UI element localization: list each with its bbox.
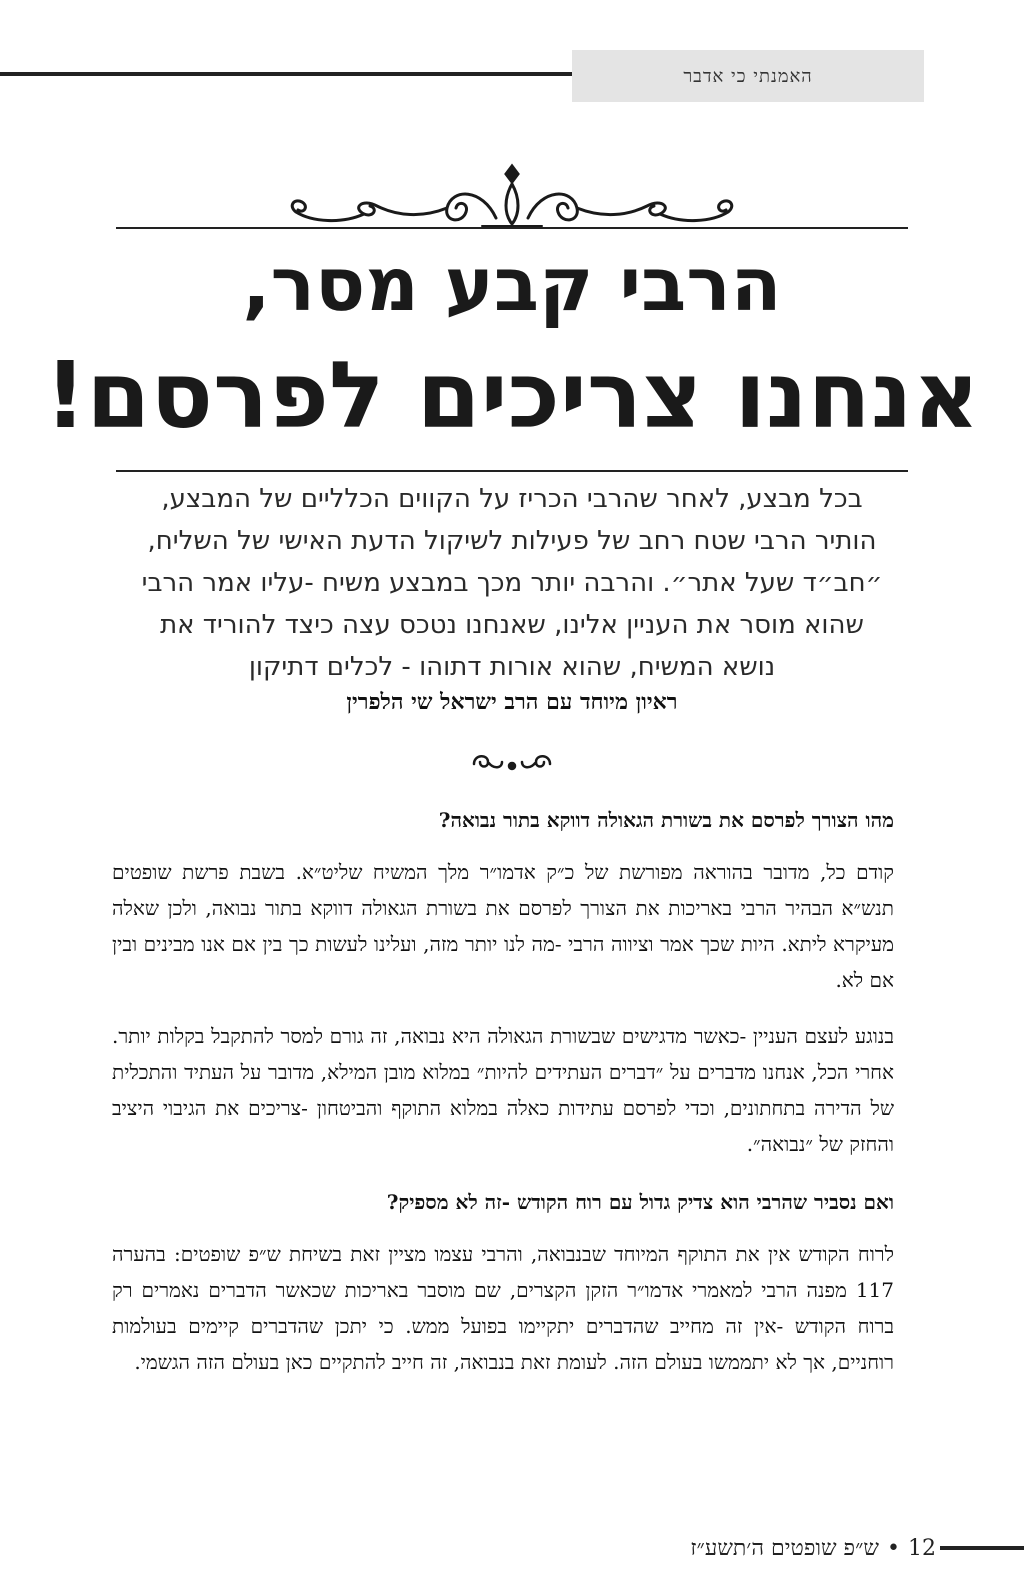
title-line-2: אנחנו צריכים לפרסם! [44, 342, 980, 449]
answer-paragraph: לרוח הקודש אין את התוקף המיוחד שבנבואה, והרבי עצמו מציין זאת בשיחת ש״פ שופטים: בהערה 117 מפנה הרבי למאמרי אדמו״ר הזקן הקצרים, שם מוסבר באריכות שכאשר הדברים נאמרים רק ברוח הקודש -אין זה מחייב שהדברים יתקיימו בפועל ממש. כי יתכן שהדברים קיימים בעולמות רוחניים, אך לא יתממשו בעולם הזה. לעומת זאת בנבואה, זה חייב להתקיים כאן בעולם הזה הגשמי. [112, 1242, 894, 1374]
header-rule [0, 72, 572, 76]
footer-rule [940, 1546, 1024, 1550]
page-number: 12 [908, 1535, 936, 1561]
answer-paragraph: בנוגע לעצם העניין -כאשר מדגישים שבשורת הגאולה היא נבואה, זה גורם למסר להתקבל בקלות יותר. אחרי הכל, אנחנו מדברים על ״דברים העתידים להיות״ במלוא מובן המילא, מדובר על העתיד והתכלית של הדירה בתחתונים, וכדי לפרסם עתידות כאלה במלוא התוקף והביטחון -צריכים את הגיבוי היציב והחזק של ״נבואה״. [112, 1024, 894, 1156]
issue-label: ש״פ שופטים ה׳תשע״ז [690, 1536, 880, 1561]
small-ornament-icon [466, 748, 558, 778]
answer-paragraph: קודם כל, מדובר בהוראה מפורשת של כ״ק אדמו״ר מלך המשיח שליט״א. בשבת פרשת שופטים תנש״א הבהיר הרבי באריכות את הצורך לפרסם את בשורת הגאולה דווקא בתור נבואה, ולכן שאלה מעיקרא ליתא. היות שכך אמר וציווה הרבי -מה לנו יותר מזה, ועלינו לעשות כך בין אם אנו מבינים ובין אם לא. [112, 860, 894, 992]
intro-line: בכל מבצע, לאחר שהרבי הכריז על הקווים הכלליים של המבצע, [161, 484, 863, 514]
running-head [572, 50, 924, 102]
ornament-divider-icon [282, 158, 742, 230]
title-rule-bottom [116, 470, 908, 472]
intro-paragraph [100, 478, 924, 688]
page-footer [690, 1528, 936, 1568]
article-body [112, 800, 894, 1400]
separator-dot-icon: • [887, 1535, 900, 1561]
intro-line: נושא המשיח, שהוא אורות דתוהו - לכלים דתיקון [248, 652, 776, 682]
interview-question: ואם נסביר שהרבי הוא צדיק גדול עם רוח הקודש -זה לא מספיק? [386, 1190, 894, 1214]
byline: ראיון מיוחד עם הרב ישראל שי הלפרין [346, 689, 678, 715]
running-head-text: האמנתי כי אדבר [683, 65, 813, 87]
intro-line: שהוא מוסר את העניין אלינו, שאנחנו נטכס עצה כיצד להוריד את [160, 610, 864, 640]
intro-line: הותיר הרבי שטח רחב של פעילות לשיקול הדעת האישי של השליח, [147, 526, 877, 556]
title-line-1: הרבי קבע מסר, [242, 242, 782, 328]
interview-question: מהו הצורך לפרסם את בשורת הגאולה דווקא בתור נבואה? [438, 808, 894, 832]
intro-line: ״חב״ד שעל אתר״. והרבה יותר מכך במבצע משיח -עליו אמר הרבי [141, 568, 883, 598]
title-rule-top [116, 227, 908, 229]
